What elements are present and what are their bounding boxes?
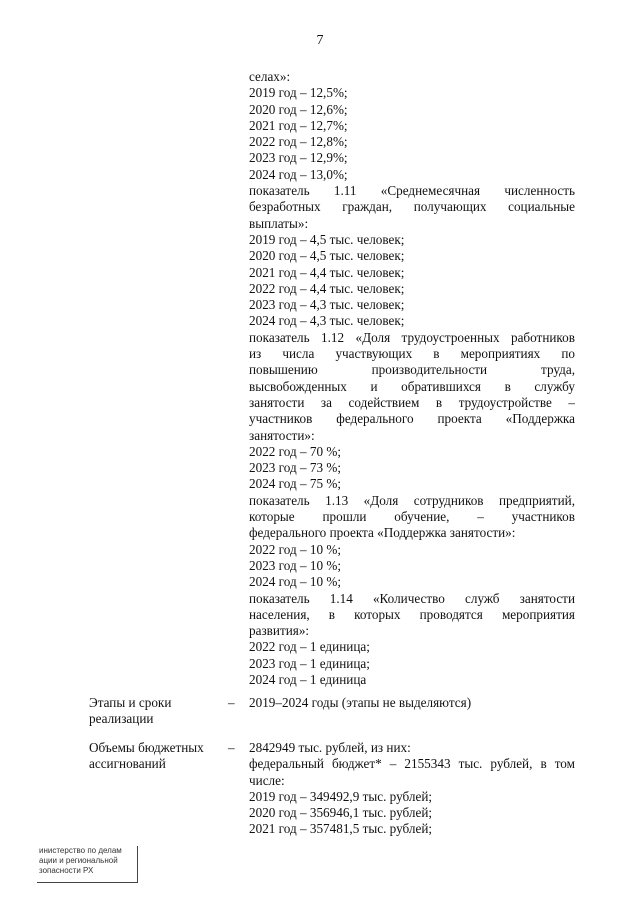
text-line: 2022 год – 70 %; <box>249 443 341 459</box>
text-line: показатель 1.12 «Доля трудоустроенных работников <box>249 329 575 345</box>
text-line: 2023 год – 10 %; <box>249 557 341 573</box>
stages-value <box>249 695 575 711</box>
text-line: 2024 год – 13,0%; <box>249 166 348 182</box>
text-line: 2024 год – 1 единица <box>249 671 367 687</box>
text-line: 2019 год – 12,5%; <box>249 85 348 101</box>
stamp-line: зопасности РХ <box>39 866 94 875</box>
text-line: развития»: <box>249 623 310 639</box>
text-line: федерального проекта «Поддержка занятости»: <box>249 525 516 541</box>
text-line: 2021 год – 4,4 тыс. человек; <box>249 264 405 280</box>
label-line: реализации <box>89 711 154 727</box>
text-line: 2024 год – 10 %; <box>249 574 341 590</box>
text-line: 2021 год – 357481,5 тыс. рублей; <box>249 821 433 837</box>
text-line: селах»: <box>249 69 291 84</box>
page-number: 7 <box>316 33 324 48</box>
text-line: участников федерального проекта «Поддержка <box>249 411 575 427</box>
text-line: высвобожденных и обратившихся в службу <box>249 378 575 394</box>
stamp-line: инистерство по делам <box>39 846 122 855</box>
stages-dash: – <box>228 695 235 710</box>
text-line: 2023 год – 4,3 тыс. человек; <box>249 297 405 313</box>
text-line: занятости»: <box>249 427 315 443</box>
ministry-stamp <box>37 846 138 883</box>
text-line: 2020 год – 12,6%; <box>249 101 348 117</box>
text-line: которые прошли обучение, – участников <box>249 509 575 525</box>
text-line: безработных граждан, получающих социальные <box>249 199 575 215</box>
text-line: 2020 год – 356946,1 тыс. рублей; <box>249 805 433 821</box>
text-line: 2022 год – 10 %; <box>249 541 341 557</box>
text-line: занятости за содействием в трудоустройстве – <box>249 394 575 410</box>
text-line: 2019 год – 349492,9 тыс. рублей; <box>249 788 433 804</box>
text-line: показатель 1.13 «Доля сотрудников предприятий, <box>249 492 575 508</box>
label-line: Объемы бюджетных <box>89 740 204 755</box>
text-line: числе: <box>249 772 285 788</box>
text-line: 2020 год – 4,5 тыс. человек; <box>249 248 405 264</box>
stamp-line: ации и региональной <box>39 856 118 865</box>
program-indicators-text <box>249 69 575 688</box>
text-line: повышению производительности труда, <box>249 362 575 378</box>
text-line: 2842949 тыс. рублей, из них: <box>249 740 411 755</box>
text-line: 2022 год – 4,4 тыс. человек; <box>249 280 405 296</box>
text-line: показатель 1.11 «Среднемесячная численность <box>249 183 575 199</box>
text-line: 2021 год – 12,7%; <box>249 117 348 133</box>
text-line: 2023 год – 73 %; <box>249 460 341 476</box>
label-line: Этапы и сроки <box>89 695 172 710</box>
budget-dash: – <box>228 740 235 755</box>
text-line: 2022 год – 1 единица; <box>249 639 370 655</box>
text-line: показатель 1.14 «Количество служб занятости <box>249 590 575 606</box>
stages-label <box>89 695 219 728</box>
text-line: 2019–2024 годы (этапы не выделяются) <box>249 695 472 710</box>
label-line: ассигнований <box>89 756 166 772</box>
text-line: 2024 год – 75 %; <box>249 476 341 492</box>
text-line: из числа участвующих в мероприятиях по <box>249 346 575 362</box>
text-line: выплаты»: <box>249 215 309 231</box>
text-line: 2023 год – 1 единица; <box>249 655 370 671</box>
text-line: 2022 год – 12,8%; <box>249 134 348 150</box>
budget-value <box>249 740 575 838</box>
budget-label <box>89 740 219 773</box>
text-line: 2024 год – 4,3 тыс. человек; <box>249 313 405 329</box>
text-line: населения, в которых проводятся мероприятия <box>249 606 575 622</box>
text-line: 2023 год – 12,9%; <box>249 150 348 166</box>
text-line: федеральный бюджет* – 2155343 тыс. рублей, в том <box>249 756 575 772</box>
text-line: 2019 год – 4,5 тыс. человек; <box>249 231 405 247</box>
